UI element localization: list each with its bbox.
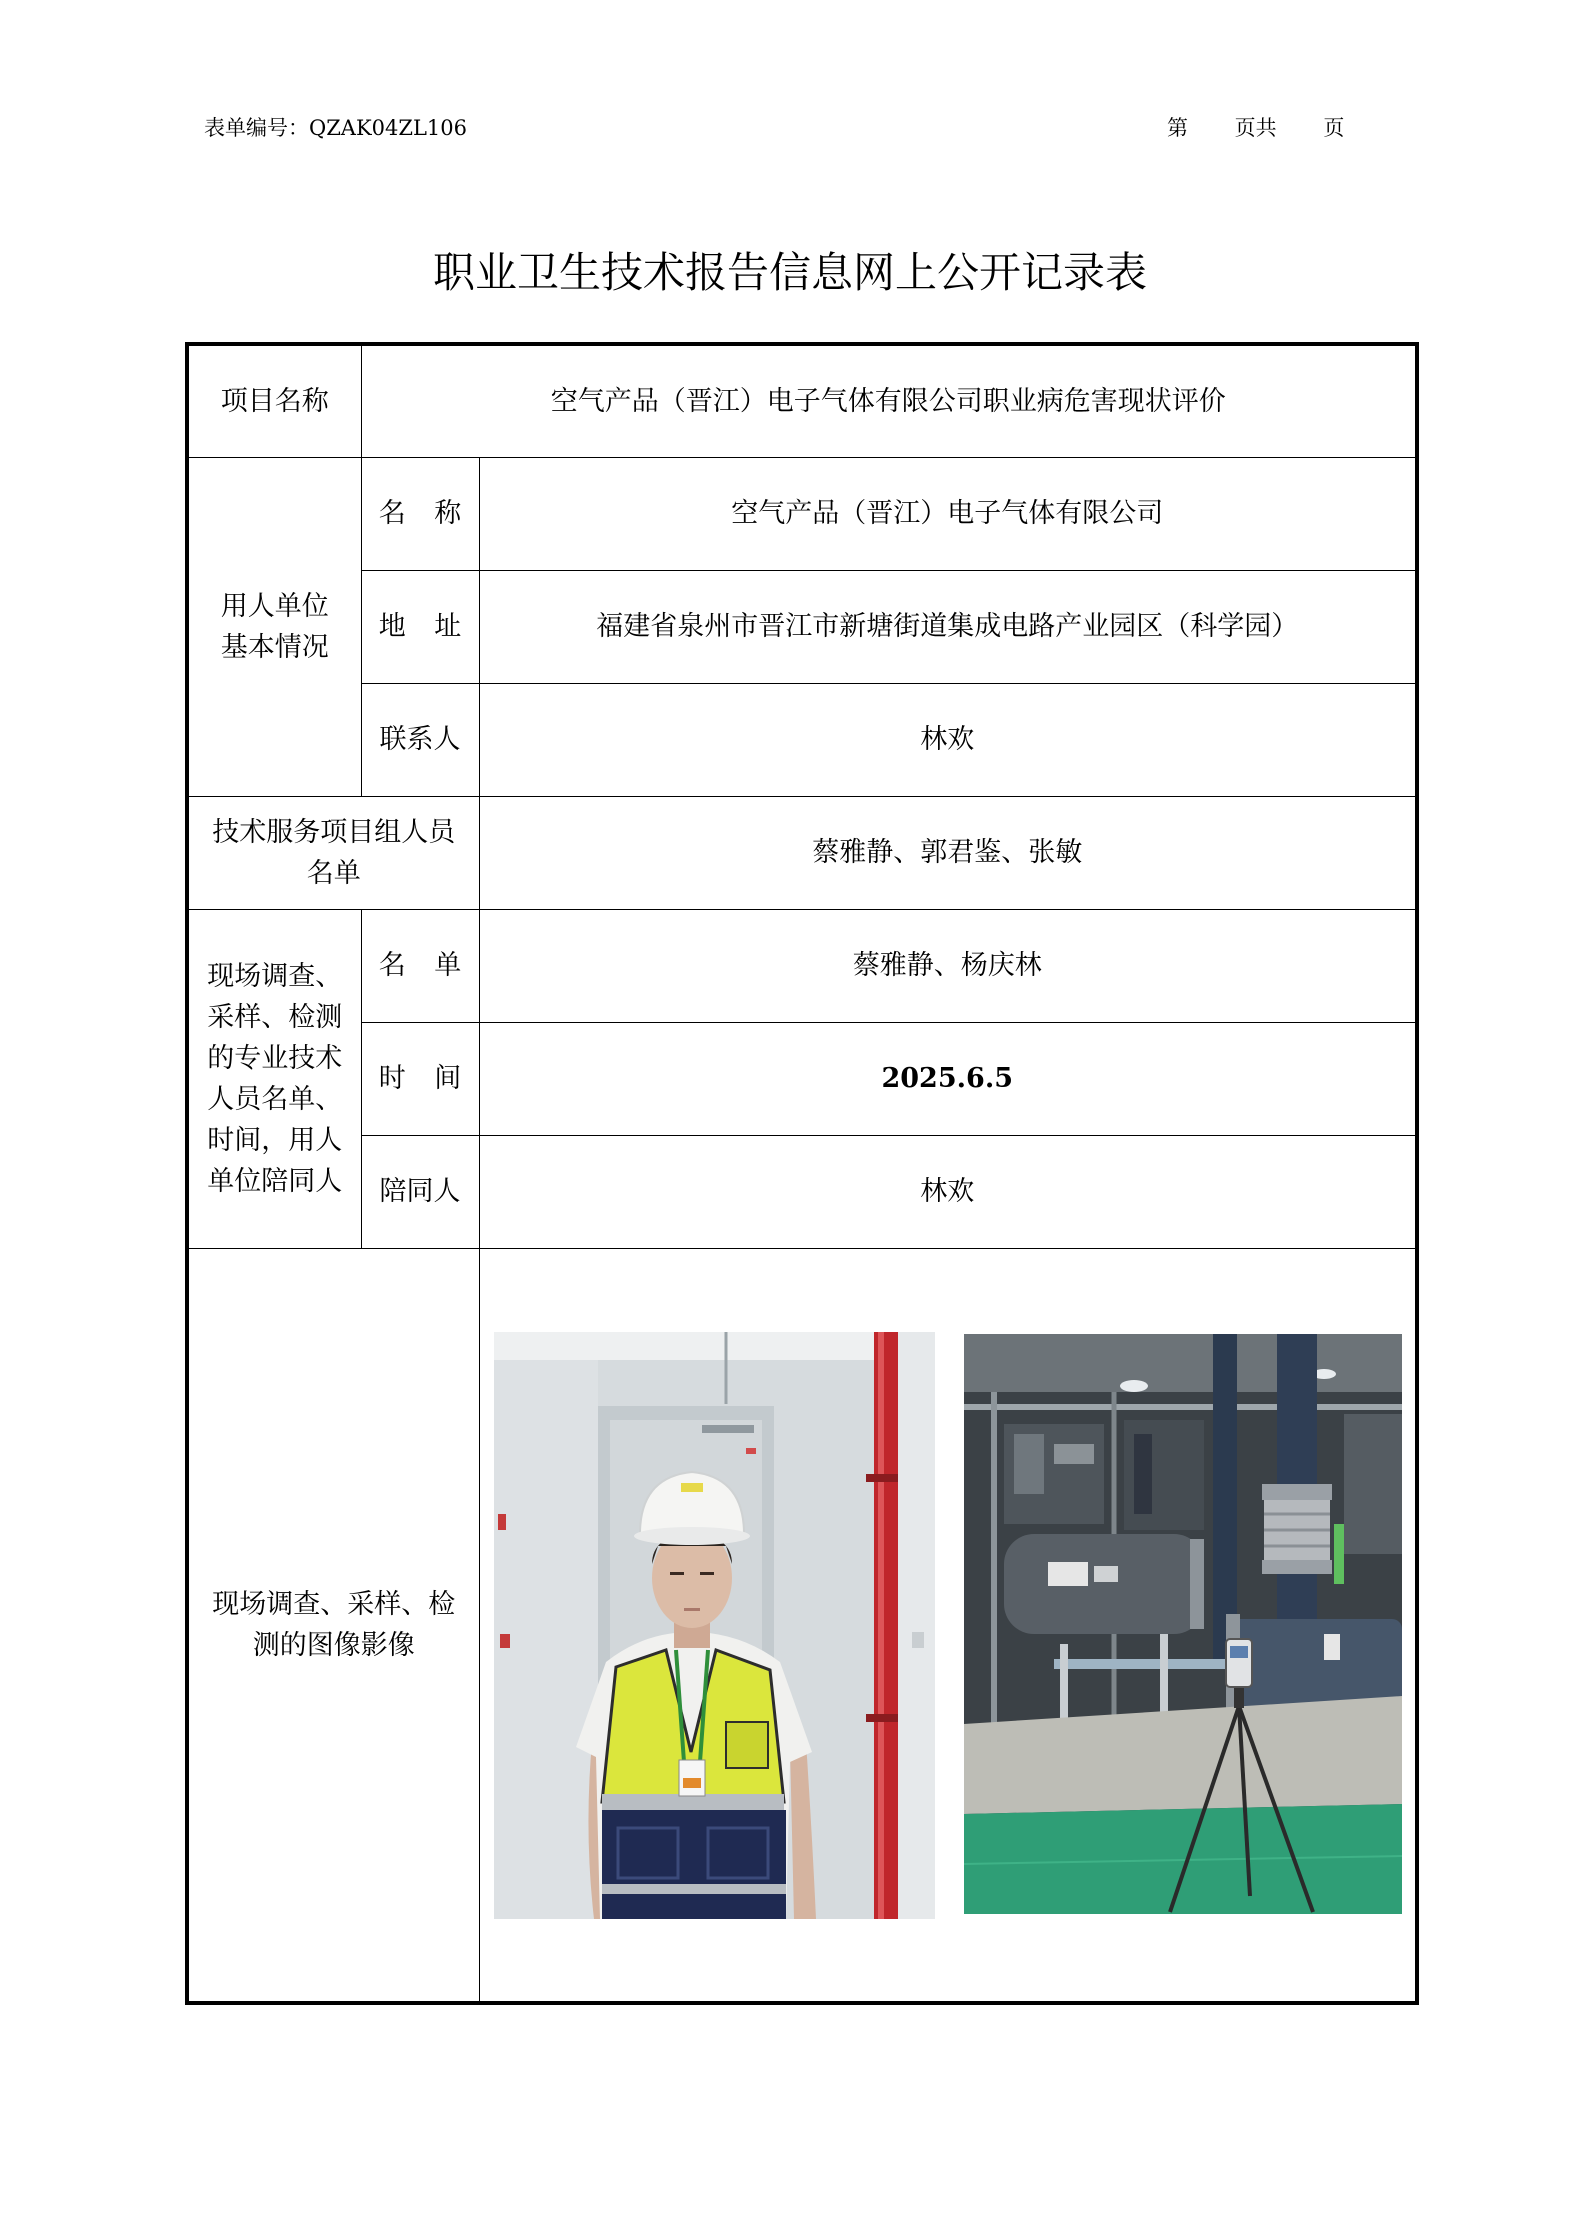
row-team <box>187 796 1417 909</box>
field-staff-label-line: 现场调查、 <box>207 960 343 992</box>
field-time-value: 2025.6.5 <box>479 1022 1417 1135</box>
site-images-label-line: 测的图像影像 <box>252 1629 415 1661</box>
project-name-value: 空气产品（晋江）电子气体有限公司职业病危害现状评价 <box>361 344 1417 457</box>
row-employer-contact <box>187 683 1417 796</box>
site-photo-surveyor <box>494 1332 935 1919</box>
page-number-label: 第 页共 页 <box>1167 116 1345 140</box>
row-field-companion <box>187 1135 1417 1248</box>
site-photo-sampling-equipment <box>964 1334 1402 1914</box>
employer-contact-value: 林欢 <box>479 683 1417 796</box>
row-field-list <box>187 909 1417 1022</box>
vertical-pipe-large <box>1277 1334 1317 1624</box>
field-staff-label-line: 人员名单、 <box>207 1083 343 1115</box>
row-site-images <box>187 1248 1417 2003</box>
row-employer-name <box>187 457 1417 570</box>
form-number: 表单编号：QZAK04ZL106 <box>204 116 468 140</box>
field-staff-label-line: 采样、检测 <box>207 1001 343 1033</box>
field-time-label: 时 间 <box>361 1022 479 1135</box>
team-members-value: 蔡雅静、郭君鉴、张敏 <box>479 796 1417 909</box>
employer-info-label <box>187 457 361 796</box>
site-images-area <box>480 1249 1418 2001</box>
team-members-label <box>187 796 479 909</box>
site-images-label <box>187 1248 479 2003</box>
row-employer-address <box>187 570 1417 683</box>
employer-address-label: 地 址 <box>361 570 479 683</box>
row-field-time <box>187 1022 1417 1135</box>
field-staff-label-line: 的专业技术 <box>207 1042 343 1074</box>
site-images-label-line: 现场调查、采样、检 <box>212 1588 456 1620</box>
project-name-label: 项目名称 <box>187 344 361 457</box>
employer-address-value: 福建省泉州市晋江市新塘街道集成电路产业园区（科学园） <box>479 570 1417 683</box>
employer-info-label-line: 用人单位 <box>220 590 329 622</box>
horizontal-tank <box>1004 1534 1204 1634</box>
field-staff-label-line: 时间，用人 <box>207 1124 343 1156</box>
field-list-value: 蔡雅静、杨庆林 <box>479 909 1417 1022</box>
team-members-label-line: 名单 <box>306 857 361 889</box>
field-staff-label-line: 单位陪同人 <box>207 1165 343 1197</box>
employer-info-label-line: 基本情况 <box>220 631 329 663</box>
record-table <box>185 342 1419 2005</box>
employer-name-label: 名 称 <box>361 457 479 570</box>
document-title: 职业卫生技术报告信息网上公开记录表 <box>432 248 1147 297</box>
employer-name-value: 空气产品（晋江）电子气体有限公司 <box>479 457 1417 570</box>
row-project <box>187 344 1417 457</box>
field-list-label: 名 单 <box>361 909 479 1022</box>
field-companion-label: 陪同人 <box>361 1135 479 1248</box>
red-pipe <box>874 1332 898 1919</box>
team-members-label-line: 技术服务项目组人员 <box>212 816 456 848</box>
field-companion-value: 林欢 <box>479 1135 1417 1248</box>
field-staff-label <box>187 909 361 1248</box>
employer-contact-label: 联系人 <box>361 683 479 796</box>
site-images-cell <box>479 1248 1417 2003</box>
